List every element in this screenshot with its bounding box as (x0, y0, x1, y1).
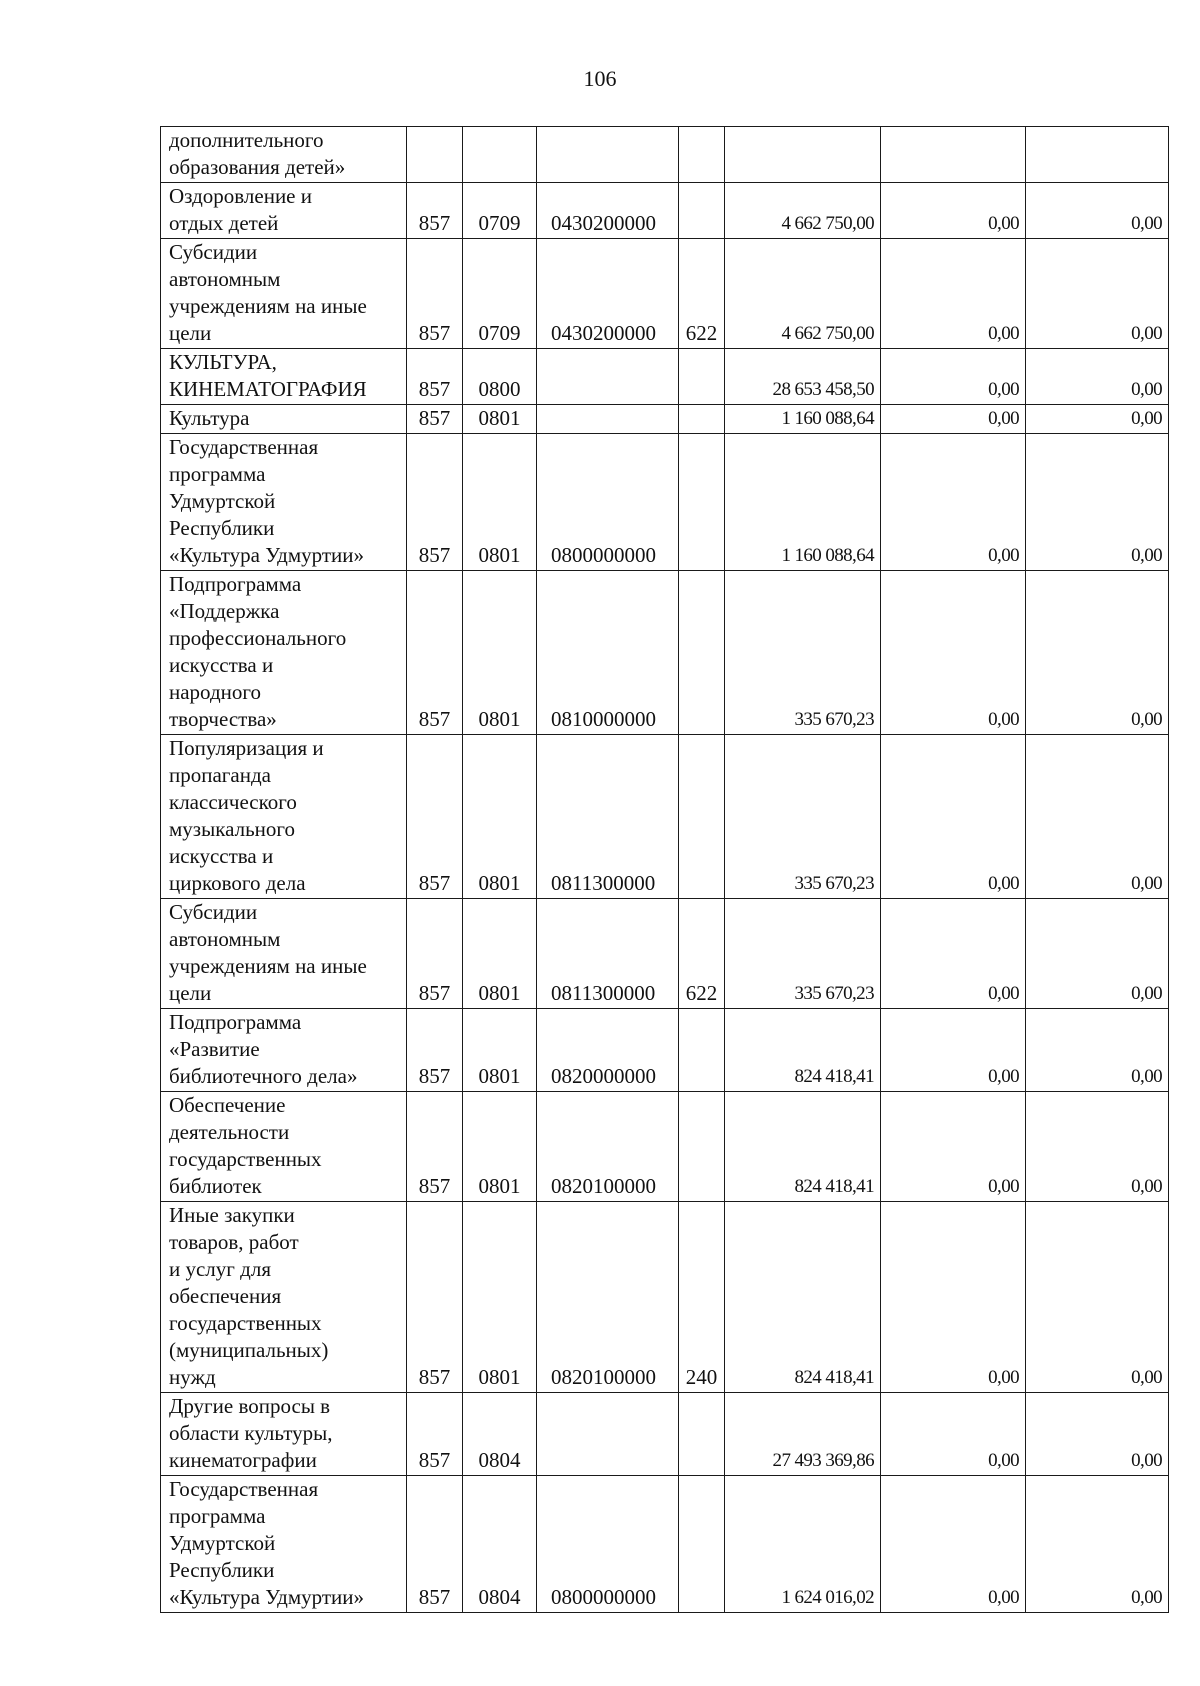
table-row (161, 434, 1169, 571)
amount-cell-2: 0,00 (881, 405, 1026, 434)
table-row (161, 127, 1169, 183)
ved-code-cell: 857 (407, 183, 463, 239)
section-code-cell: 0801 (463, 1009, 537, 1092)
amount-cell-1: 4 662 750,00 (725, 183, 881, 239)
amount-cell-2: 0,00 (881, 1009, 1026, 1092)
section-code-cell: 0801 (463, 1202, 537, 1393)
row-name-cell: КУЛЬТУРА, КИНЕМАТОГРАФИЯ (161, 349, 407, 405)
amount-cell-2: 0,00 (881, 1092, 1026, 1202)
row-name-cell: Популяризация и пропаганда классического музыкального искусства и циркового дела (161, 735, 407, 899)
target-article-cell (537, 349, 679, 405)
target-article-cell: 0810000000 (537, 571, 679, 735)
amount-cell-3: 0,00 (1026, 1476, 1169, 1613)
table-row (161, 1092, 1169, 1202)
table-body (161, 127, 1169, 1613)
amount-cell-3: 0,00 (1026, 183, 1169, 239)
row-name-cell: Иные закупки товаров, работ и услуг для обеспечения государственных (муниципальных) нужд (161, 1202, 407, 1393)
table-row (161, 571, 1169, 735)
page-number: 106 (583, 66, 617, 91)
target-article-cell (537, 405, 679, 434)
amount-cell-1: 1 160 088,64 (725, 434, 881, 571)
target-article-cell: 0430200000 (537, 183, 679, 239)
row-name-cell: Обеспечение деятельности государственных библиотек (161, 1092, 407, 1202)
amount-cell-3: 0,00 (1026, 1009, 1169, 1092)
expense-type-cell: 622 (679, 239, 725, 349)
section-code-cell: 0800 (463, 349, 537, 405)
amount-cell-2 (881, 127, 1026, 183)
row-name-cell: Подпрограмма «Развитие библиотечного дела» (161, 1009, 407, 1092)
target-article-cell: 0811300000 (537, 899, 679, 1009)
amount-cell-3: 0,00 (1026, 1202, 1169, 1393)
row-name-cell: Субсидии автономным учреждениям на иные цели (161, 899, 407, 1009)
table-row (161, 899, 1169, 1009)
amount-cell-2: 0,00 (881, 349, 1026, 405)
amount-cell-1: 4 662 750,00 (725, 239, 881, 349)
table-row (161, 405, 1169, 434)
amount-cell-1: 824 418,41 (725, 1202, 881, 1393)
target-article-cell (537, 1393, 679, 1476)
table-row (161, 735, 1169, 899)
row-name-cell: Другие вопросы в области культуры, кинематографии (161, 1393, 407, 1476)
expense-type-cell (679, 571, 725, 735)
row-name-cell: Подпрограмма «Поддержка профессионального искусства и народного творчества» (161, 571, 407, 735)
expense-type-cell (679, 434, 725, 571)
section-code-cell (463, 127, 537, 183)
ved-code-cell: 857 (407, 349, 463, 405)
expense-type-cell (679, 349, 725, 405)
target-article-cell: 0820000000 (537, 1009, 679, 1092)
ved-code-cell: 857 (407, 1476, 463, 1613)
amount-cell-2: 0,00 (881, 735, 1026, 899)
amount-cell-1 (725, 127, 881, 183)
amount-cell-2: 0,00 (881, 1393, 1026, 1476)
ved-code-cell: 857 (407, 239, 463, 349)
section-code-cell: 0804 (463, 1476, 537, 1613)
target-article-cell (537, 127, 679, 183)
table-row (161, 1202, 1169, 1393)
section-code-cell: 0801 (463, 1092, 537, 1202)
target-article-cell: 0430200000 (537, 239, 679, 349)
amount-cell-2: 0,00 (881, 239, 1026, 349)
expense-type-cell (679, 1393, 725, 1476)
amount-cell-2: 0,00 (881, 1476, 1026, 1613)
row-name-cell: Государственная программа Удмуртской Республики «Культура Удмуртии» (161, 434, 407, 571)
target-article-cell: 0820100000 (537, 1202, 679, 1393)
amount-cell-1: 335 670,23 (725, 735, 881, 899)
table-row (161, 1393, 1169, 1476)
amount-cell-1: 824 418,41 (725, 1092, 881, 1202)
amount-cell-2: 0,00 (881, 434, 1026, 571)
table-row (161, 1476, 1169, 1613)
amount-cell-3 (1026, 127, 1169, 183)
amount-cell-1: 1 160 088,64 (725, 405, 881, 434)
amount-cell-2: 0,00 (881, 899, 1026, 1009)
table-row (161, 1009, 1169, 1092)
row-name-cell: Государственная программа Удмуртской Республики «Культура Удмуртии» (161, 1476, 407, 1613)
amount-cell-1: 1 624 016,02 (725, 1476, 881, 1613)
expense-type-cell (679, 1092, 725, 1202)
section-code-cell: 0801 (463, 735, 537, 899)
row-name-cell: Культура (161, 405, 407, 434)
target-article-cell: 0811300000 (537, 735, 679, 899)
expense-type-cell (679, 405, 725, 434)
ved-code-cell: 857 (407, 434, 463, 571)
ved-code-cell: 857 (407, 899, 463, 1009)
amount-cell-2: 0,00 (881, 183, 1026, 239)
row-name-cell: Оздоровление и отдых детей (161, 183, 407, 239)
table-row (161, 239, 1169, 349)
expense-type-cell: 240 (679, 1202, 725, 1393)
expense-type-cell (679, 127, 725, 183)
amount-cell-3: 0,00 (1026, 405, 1169, 434)
ved-code-cell: 857 (407, 1393, 463, 1476)
budget-table (160, 126, 1169, 1613)
ved-code-cell: 857 (407, 1009, 463, 1092)
table-row (161, 183, 1169, 239)
amount-cell-1: 335 670,23 (725, 899, 881, 1009)
amount-cell-1: 335 670,23 (725, 571, 881, 735)
expense-type-cell: 622 (679, 899, 725, 1009)
amount-cell-3: 0,00 (1026, 239, 1169, 349)
amount-cell-1: 824 418,41 (725, 1009, 881, 1092)
section-code-cell: 0801 (463, 434, 537, 571)
section-code-cell: 0804 (463, 1393, 537, 1476)
target-article-cell: 0800000000 (537, 434, 679, 571)
amount-cell-3: 0,00 (1026, 571, 1169, 735)
expense-type-cell (679, 1476, 725, 1613)
expense-type-cell (679, 1009, 725, 1092)
section-code-cell: 0801 (463, 899, 537, 1009)
amount-cell-1: 28 653 458,50 (725, 349, 881, 405)
ved-code-cell: 857 (407, 571, 463, 735)
amount-cell-1: 27 493 369,86 (725, 1393, 881, 1476)
section-code-cell: 0801 (463, 571, 537, 735)
amount-cell-2: 0,00 (881, 1202, 1026, 1393)
section-code-cell: 0801 (463, 405, 537, 434)
amount-cell-3: 0,00 (1026, 1092, 1169, 1202)
expense-type-cell (679, 735, 725, 899)
table-row (161, 349, 1169, 405)
ved-code-cell: 857 (407, 1202, 463, 1393)
row-name-cell: дополнительного образования детей» (161, 127, 407, 183)
section-code-cell: 0709 (463, 239, 537, 349)
row-name-cell: Субсидии автономным учреждениям на иные цели (161, 239, 407, 349)
amount-cell-3: 0,00 (1026, 899, 1169, 1009)
target-article-cell: 0800000000 (537, 1476, 679, 1613)
ved-code-cell (407, 127, 463, 183)
amount-cell-2: 0,00 (881, 571, 1026, 735)
expense-type-cell (679, 183, 725, 239)
section-code-cell: 0709 (463, 183, 537, 239)
ved-code-cell: 857 (407, 1092, 463, 1202)
amount-cell-3: 0,00 (1026, 1393, 1169, 1476)
amount-cell-3: 0,00 (1026, 735, 1169, 899)
target-article-cell: 0820100000 (537, 1092, 679, 1202)
amount-cell-3: 0,00 (1026, 349, 1169, 405)
ved-code-cell: 857 (407, 735, 463, 899)
ved-code-cell: 857 (407, 405, 463, 434)
amount-cell-3: 0,00 (1026, 434, 1169, 571)
